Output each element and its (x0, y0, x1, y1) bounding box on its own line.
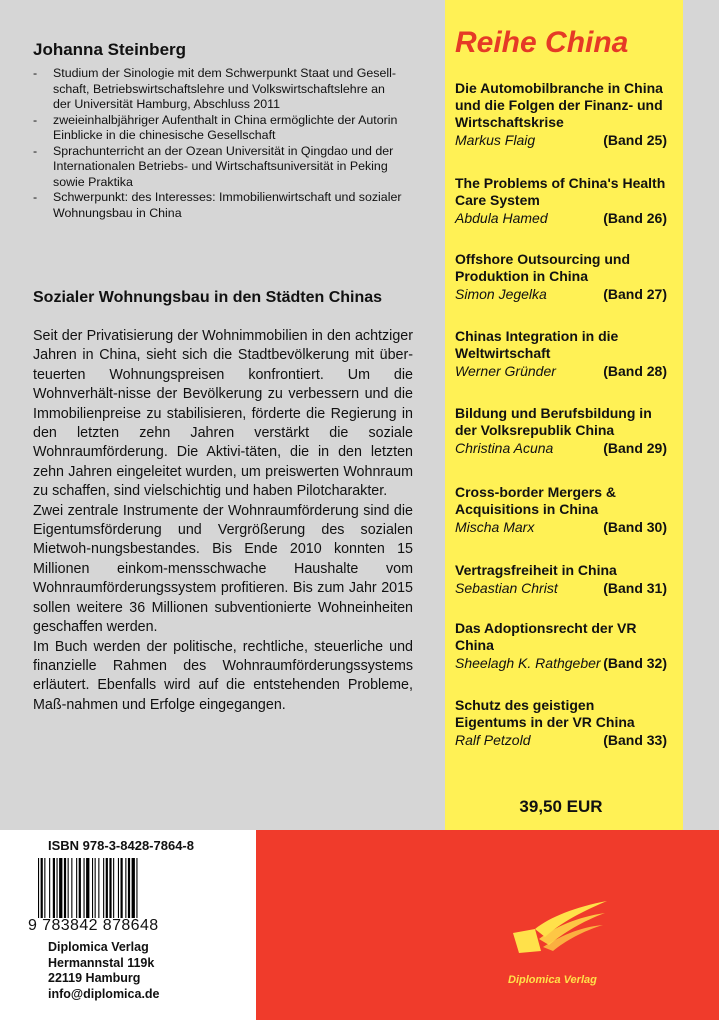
right-margin (683, 0, 719, 830)
series-book-title: Chinas Integration in die Weltwirtschaft (455, 328, 619, 361)
series-book-author: Simon Jegelka (455, 286, 547, 302)
book-description (33, 327, 413, 715)
series-book-author: Ralf Petzold (455, 732, 531, 748)
series-book-title: Das Adoptionsrecht der VR China (455, 620, 637, 653)
address-line: Diplomica Verlag (48, 940, 149, 954)
series-book (455, 251, 667, 303)
series-book-band: (Band 27) (603, 286, 667, 302)
series-book (455, 697, 667, 749)
description-paragraph: Im Buch werden der politische, rechtliche, steuerliche und finanzielle Rahmen des Wohnraumförderungssystems erläutert. Ebenfalls wird auf die entstehenden Probleme, Maß-nahmen und Erfolge eingegangen. (33, 638, 413, 713)
description-paragraph: Zwei zentrale Instrumente der Wohnraumförderung sind die Eigentumsförderung und Vergrößerung des sozialen Mietwoh-nungsbestandes. Bis Ende 2010 konnten 15 Millionen einkom-mensschwache Haushalte vom Wohnraumförderungssystem profitieren. Bis zum Jahr 2015 sollen weitere 36 Millionen subventionierte Wohneinheiten geschaffen werden. (33, 502, 413, 636)
series-book-author: Mischa Marx (455, 519, 535, 535)
series-book-band: (Band 26) (603, 210, 667, 226)
description-paragraph: Seit der Privatisierung der Wohnimmobilien in den achtziger Jahren in China, sieht sich die Stadtbevölkerung mit über-teuerten Wohnungspreisen konfrontiert. Um die Wohnverhält-nisse der Bevölkerung zu verbessern und die Immobilienpreise zu stabilisieren, förderte die Regierung in den letzten zehn Jahren verstärkt die soziale Wohnraumförderung. Die Aktivi-täten, die in den letzten zehn Jahren eingeleitet wurden, um preiswerten Wohnraum zu schaffen, sind vielschichtig und haben Pilotcharakter. (33, 328, 413, 500)
series-book-band: (Band 28) (603, 363, 667, 379)
isbn-label: ISBN 978-3-8428-7864-8 (48, 838, 194, 853)
series-book-author: Sheelagh K. Rathgeber (455, 655, 601, 671)
series-book-title: Die Automobilbranche in China und die Folgen der Finanz- und Wirtschaftskrise (455, 80, 663, 130)
series-book-title: Schutz des geistigen Eigentums in der VR China (455, 697, 635, 730)
bio-item: - zweieinhalbjähriger Aufenthalt in China ermöglichte der Autorin Einblicke in die chinesische Gesellschaft (33, 113, 403, 144)
series-book-title: Vertragsfreiheit in China (455, 562, 617, 578)
series-book-title: Offshore Outsourcing und Produktion in China (455, 251, 630, 284)
series-book (455, 80, 667, 149)
author-bio (33, 66, 403, 221)
series-book-band: (Band 25) (603, 132, 667, 148)
series-book-author: Sebastian Christ (455, 580, 558, 596)
address-line: 22119 Hamburg (48, 971, 141, 985)
barcode (36, 858, 192, 918)
series-book-author: Christina Acuna (455, 440, 554, 456)
barcode-digits: 9 783842 878648 (28, 917, 159, 934)
price: 39,50 EUR (519, 797, 603, 816)
series-book (455, 328, 667, 380)
book-title: Sozialer Wohnungsbau in den Städten Chinas (33, 289, 383, 306)
series-book-author: Werner Gründer (455, 363, 556, 379)
series-book-band: (Band 30) (603, 519, 667, 535)
bio-item: - Sprachunterricht an der Ozean Universität in Qingdao und der Internationalen Betriebs- und Wirtschaftsuniversität in Peking sowie Praktika (33, 144, 403, 191)
series-book-band: (Band 31) (603, 580, 667, 596)
address-line: info@diplomica.de (48, 986, 160, 1001)
logo-panel (256, 830, 719, 1020)
series-title: Reihe China (455, 26, 629, 59)
address-line: Hermannstal 119k (48, 955, 155, 970)
publisher-address (48, 940, 160, 1002)
series-book-author: Abdula Hamed (455, 210, 548, 226)
series-book (455, 562, 667, 597)
series-book-title: Cross-border Mergers & Acquisitions in China (455, 484, 617, 517)
bio-item: - Studium der Sinologie mit dem Schwerpunkt Staat und Gesell-schaft, Betriebswirtschaftslehre und Volkswirtschaftslehre an der Universität Hamburg, Abschluss 2011 (33, 66, 403, 113)
series-book-band: (Band 32) (603, 655, 667, 671)
series-book-author: Markus Flaig (455, 132, 536, 148)
series-book (455, 405, 667, 457)
series-book-title: Bildung und Berufsbildung in der Volksrepublik China (455, 405, 652, 438)
series-book-band: (Band 29) (603, 440, 667, 456)
diplomica-logo-icon (505, 895, 610, 955)
bio-item: - Schwerpunkt: des Interesses: Immobilienwirtschaft und sozialer Wohnungsbau in China (33, 190, 403, 221)
author-name: Johanna Steinberg (33, 40, 187, 59)
series-book-title: The Problems of China's Health Care System (455, 175, 666, 208)
series-book (455, 175, 667, 227)
series-book-band: (Band 33) (603, 732, 667, 748)
logo-text: Diplomica Verlag (508, 974, 597, 986)
series-book (455, 484, 667, 536)
series-book (455, 620, 667, 672)
